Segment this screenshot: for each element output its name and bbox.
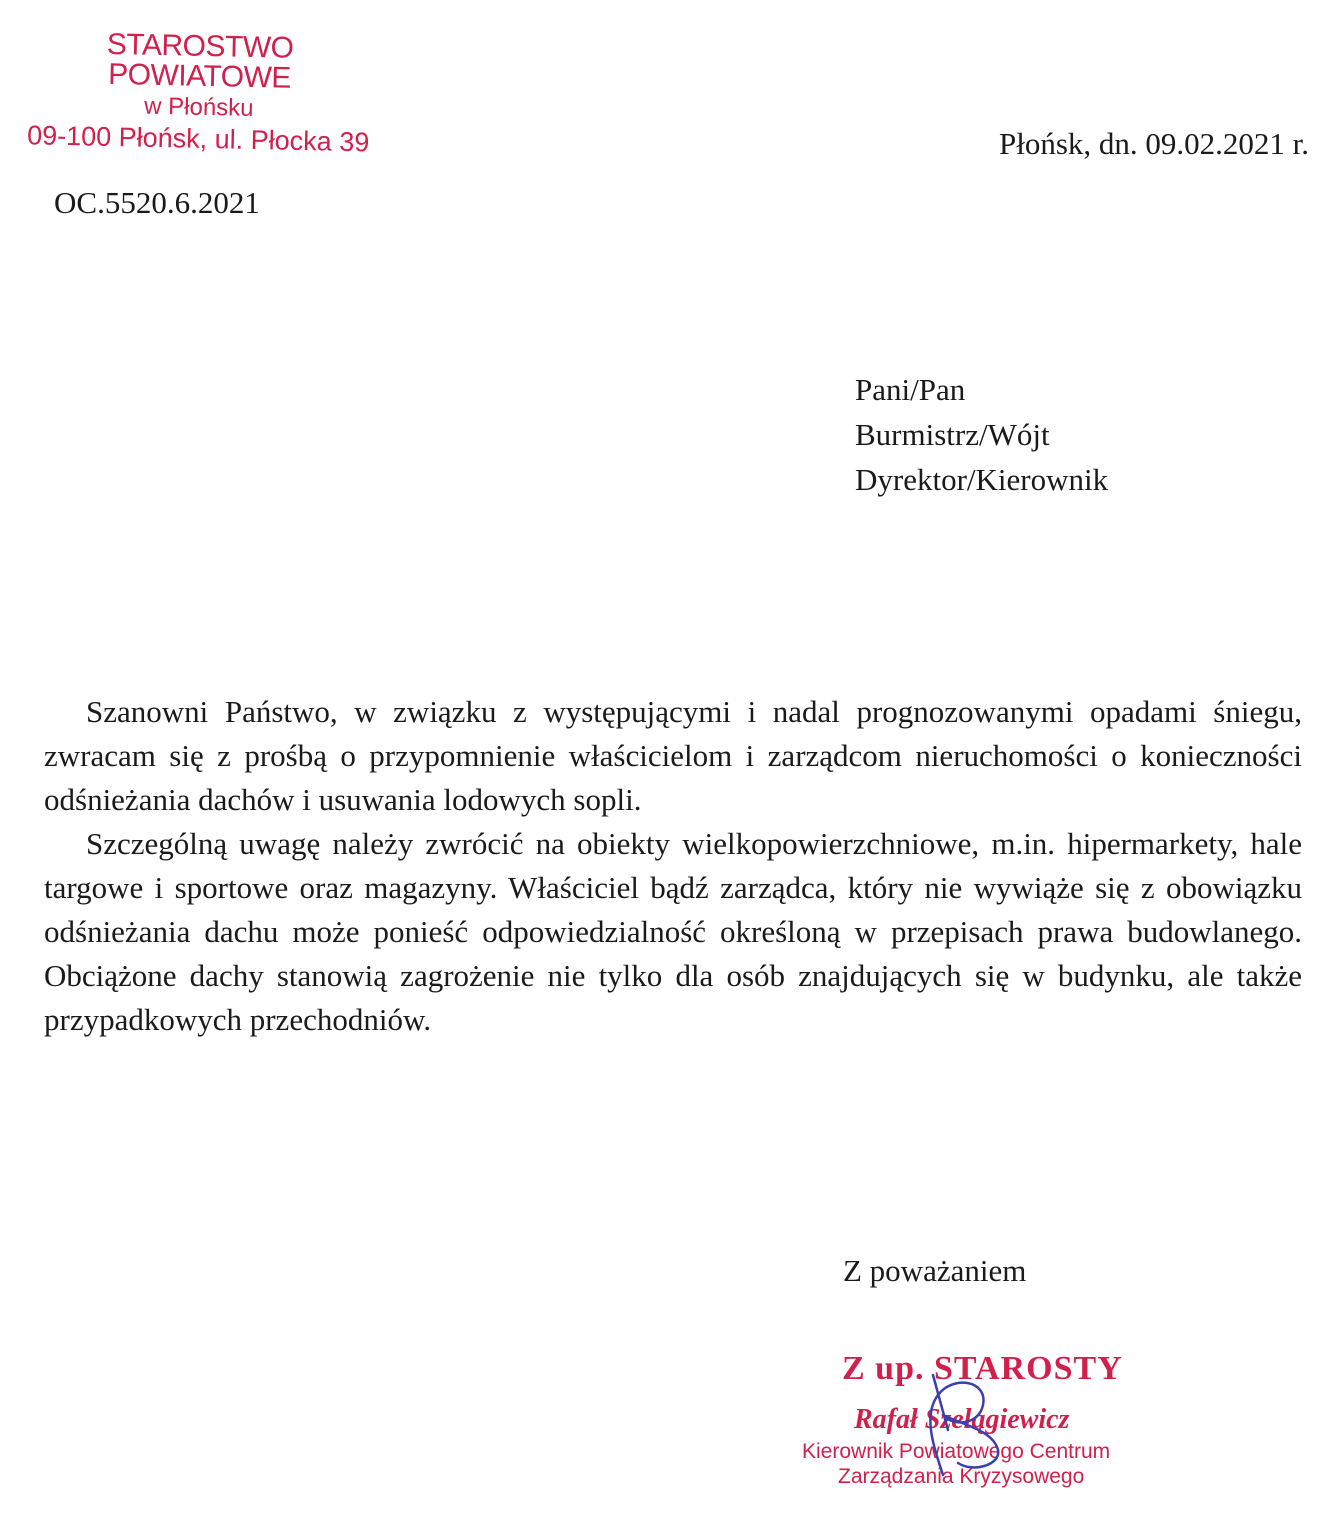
signature-stamp: [798, 1350, 1138, 1500]
letter-body: [44, 690, 1302, 1042]
letter-date: Płońsk, dn. 09.02.2021 r.: [998, 126, 1309, 161]
addressee-line: Pani/Pan: [855, 372, 966, 407]
body-paragraph: Szczególną uwagę należy zwrócić na obiekty wielkopowierzchniowe, m.in. hipermarkety, hale targowe i sportowe oraz magazyny. Właściciel bądź zarządca, który nie wywiąże się z obowiązku odśnieżania dachu może ponieść odpowiedzialność określoną w przepisach prawa budowlanego. Obciążone dachy stanowią zagrożenie nie tylko dla osób znajdujących się w budynku, ale także przypadkowych przechodniów.: [44, 826, 1302, 1037]
signature-stamp-authority: Z up. STAROSTY: [842, 1350, 1123, 1387]
signature-stamp-title: Kierownik Powiatowego Centrum: [802, 1440, 1111, 1463]
stamp-office-city: w Płońsku: [143, 92, 254, 122]
reference-number: OC.5520.6.2021: [54, 185, 260, 220]
addressee-line: Burmistrz/Wójt: [855, 417, 1050, 452]
stamp-office-address: 09-100 Płońsk, ul. Płocka 39: [26, 120, 370, 158]
stamp-office-name: STAROSTWO POWIATOWE: [106, 27, 294, 95]
addressee-line: Dyrektor/Kierownik: [855, 462, 1109, 497]
signature-stamp-department: Zarządzania Kryzysowego: [838, 1465, 1085, 1488]
office-header-stamp: [15, 28, 382, 157]
body-paragraph: Szanowni Państwo, w związku z występującymi i nadal prognozowanymi opadami śniegu, zwracam się z prośbą o przypomnienie właścicielom i zarządcom nieruchomości o konieczności odśnieżania dachów i usuwania lodowych sopli.: [44, 694, 1302, 817]
closing-salutation: Z poważaniem: [843, 1253, 1027, 1288]
addressee-block: [855, 367, 1108, 502]
handwritten-signature: [903, 1355, 1013, 1485]
signature-stamp-name: Rafał Szelągiewicz: [854, 1404, 1070, 1435]
